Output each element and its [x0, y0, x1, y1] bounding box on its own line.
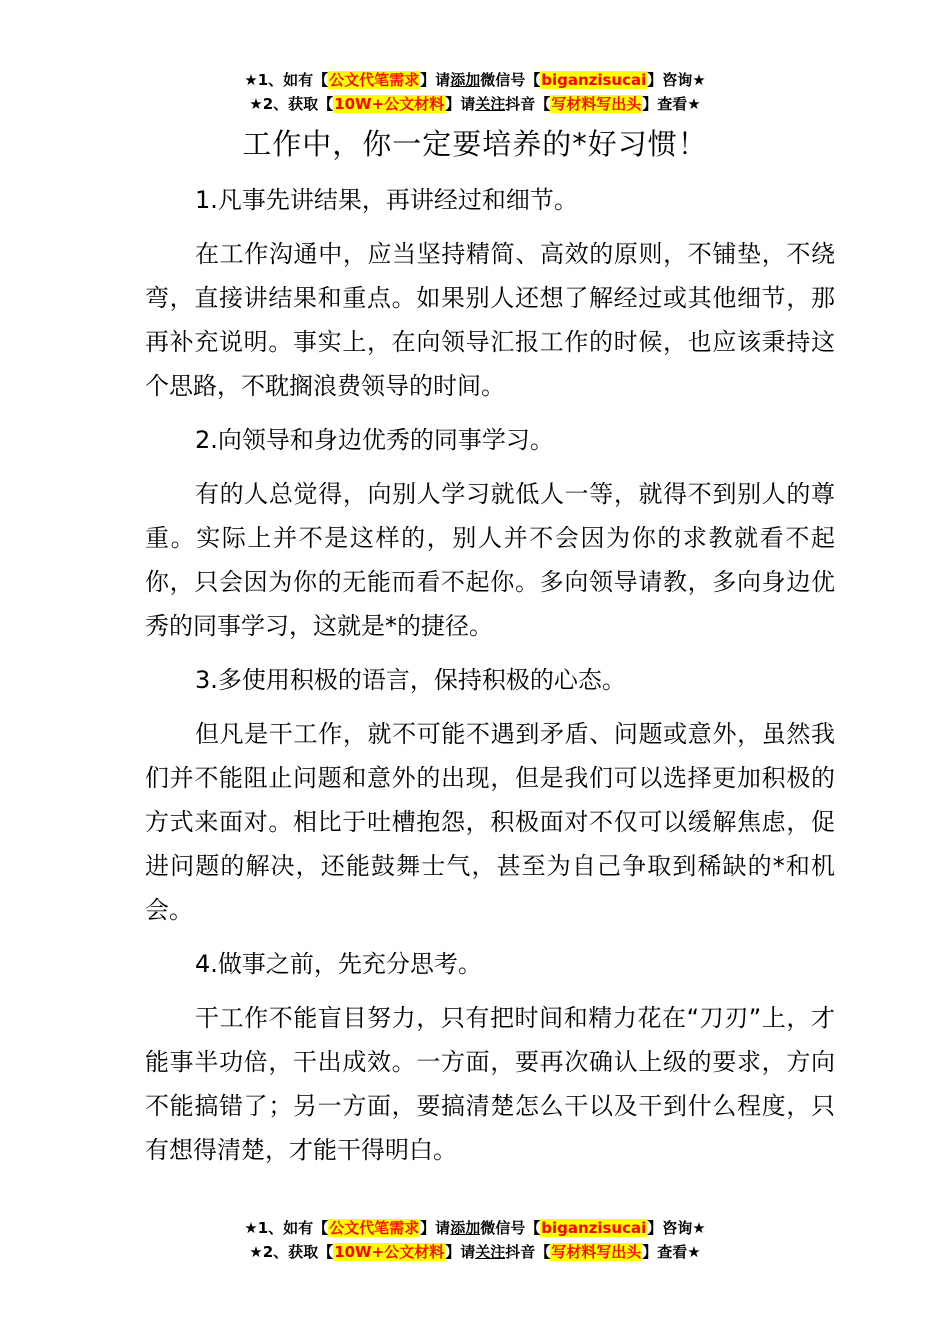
banner-text: 】请	[420, 71, 451, 89]
banner-text: ★2、获取【	[249, 1243, 334, 1261]
banner-text: 】请	[445, 1243, 476, 1261]
banner-line-2	[0, 1240, 950, 1264]
banner-text: 】查看★	[642, 95, 701, 113]
banner-text: 】咨询★	[647, 71, 706, 89]
section-paragraph: 有的人总觉得，向别人学习就低人一等，就得不到别人的尊重。实际上并不是这样的，别人并不会因为你的求教就看不起你，只会因为你的无能而看不起你。多向领导请教，多向身边优秀的同事学习，这就是*的捷径。	[145, 480, 835, 640]
banner-text: 微信号【	[480, 1219, 541, 1237]
highlight-writing-service: 公文代笔需求	[329, 1219, 420, 1237]
banner-text: ★2、获取【	[249, 95, 334, 113]
section-paragraph: 但凡是干工作，就不可能不遇到矛盾、问题或意外，虽然我们并不能阻止问题和意外的出现，但是我们可以选择更加积极的方式来面对。相比于吐槽抱怨，积极面对不仅可以缓解焦虑，促进问题的解决，还能鼓舞士气，甚至为自己争取到稀缺的*和机会。	[145, 720, 835, 924]
banner-underlined-text: 添加	[450, 1219, 481, 1237]
banner-text: 抖音【	[505, 95, 551, 113]
highlight-wechat-id: biganzisucai	[541, 1219, 647, 1237]
highlight-douyin-account: 写材料写出头	[551, 95, 642, 113]
banner-text: ★1、如有【	[244, 71, 329, 89]
document-body	[145, 178, 835, 1182]
banner-text: ★1、如有【	[244, 1219, 329, 1237]
document-title: 工作中，你一定要培养的*好习惯！	[242, 127, 708, 161]
banner-text: 】请	[445, 95, 476, 113]
section-heading: 2.向领导和身边优秀的同事学习。	[195, 426, 554, 454]
banner-text: 】请	[420, 1219, 451, 1237]
banner-text: 】咨询★	[647, 1219, 706, 1237]
highlight-writing-service: 公文代笔需求	[329, 71, 420, 89]
banner-line-1	[0, 68, 950, 92]
section-paragraph: 在工作沟通中，应当坚持精简、高效的原则，不铺垫，不绕弯，直接讲结果和重点。如果别人还想了解经过或其他细节，那再补充说明。事实上，在向领导汇报工作的时候，也应该秉持这个思路，不耽搁浪费领导的时间。	[145, 240, 835, 400]
banner-text: 】查看★	[642, 1243, 701, 1261]
highlight-wechat-id: biganzisucai	[541, 71, 647, 89]
banner-underlined-text: 添加	[450, 71, 481, 89]
banner-line-1	[0, 1216, 950, 1240]
highlight-materials: 10W+公文材料	[334, 1243, 445, 1261]
section-heading: 3.多使用积极的语言，保持积极的心态。	[195, 666, 626, 694]
section-heading: 4.做事之前，先充分思考。	[195, 950, 482, 978]
highlight-douyin-account: 写材料写出头	[551, 1243, 642, 1261]
banner-underlined-text: 关注	[475, 1243, 506, 1261]
section-heading: 1.凡事先讲结果，再讲经过和细节。	[195, 186, 578, 214]
section-paragraph: 干工作不能盲目努力，只有把时间和精力花在“刀刃”上，才能事半功倍，干出成效。一方面，要再次确认上级的要求，方向不能搞错了；另一方面，要搞清楚怎么干以及干到什么程度，只有想得清楚，才能干得明白。	[145, 1004, 835, 1164]
highlight-materials: 10W+公文材料	[334, 95, 445, 113]
banner-underlined-text: 关注	[475, 95, 506, 113]
banner-text: 微信号【	[480, 71, 541, 89]
footer-banner	[0, 1216, 950, 1264]
header-banner	[0, 68, 950, 116]
banner-line-2	[0, 92, 950, 116]
banner-text: 抖音【	[505, 1243, 551, 1261]
